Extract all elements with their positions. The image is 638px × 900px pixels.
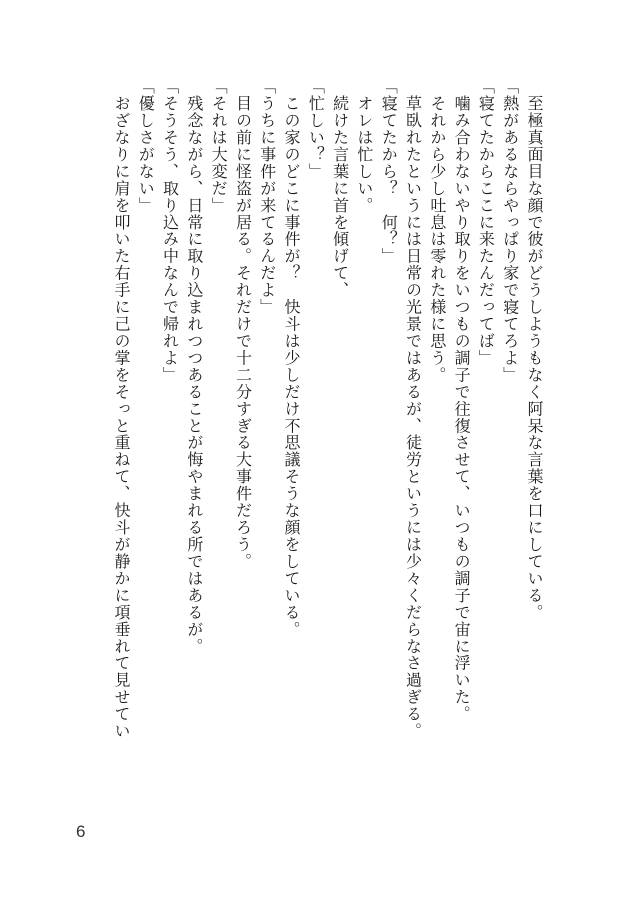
text-line: 「それは大変だ」: [209, 78, 229, 214]
text-line: 「忙しい？」: [306, 78, 326, 180]
text-line: 至極真面目な顔で彼がどうしようもなく阿呆な言葉を口にしている。: [525, 78, 544, 621]
text-line: オレは忙しい。: [354, 78, 374, 214]
vertical-text-body: [109, 78, 546, 798]
text-line: 続けた言葉に首を傾げて、: [330, 78, 350, 299]
page-number: 6: [76, 822, 86, 841]
text-line: 「熱があるならやっぱり家で寝てろよ」: [500, 78, 520, 384]
text-line: 「優しさがない」: [136, 78, 156, 214]
text-line: 噛み合わないやり取りをいつもの調子で往復させて、いつもの調子で宙に浮いた。: [452, 78, 472, 723]
text-line: 草臥れたというには日常の光景ではあるが、徒労というには少々くだらなさ過ぎる。: [403, 78, 423, 740]
text-line: 「寝てたからここに来たんだってば」: [476, 78, 496, 367]
text-line: この家のどこに事件が？ 快斗は少しだけ不思議そうな顔をしている。: [282, 78, 302, 638]
text-line: 「寝てたから？ 何？」: [379, 78, 399, 265]
text-line: おざなりに肩を叩いた右手に己の掌をそっと重ねて、快斗が静かに項垂れて見せてい: [111, 78, 131, 740]
text-line: 残念ながら、日常に取り込まれつつあることが悔やまれる所ではあるが。: [184, 78, 204, 655]
text-line: それから少し吐息は零れた様に思う。: [427, 78, 447, 384]
text-line: 目の前に怪盗が居る。それだけで十二分すぎる大事件だろう。: [233, 78, 253, 570]
text-line: 「うちに事件が来てるんだよ」: [257, 78, 277, 316]
text-line: 「そうそう、取り込み中なんで帰れよ」: [160, 78, 180, 384]
